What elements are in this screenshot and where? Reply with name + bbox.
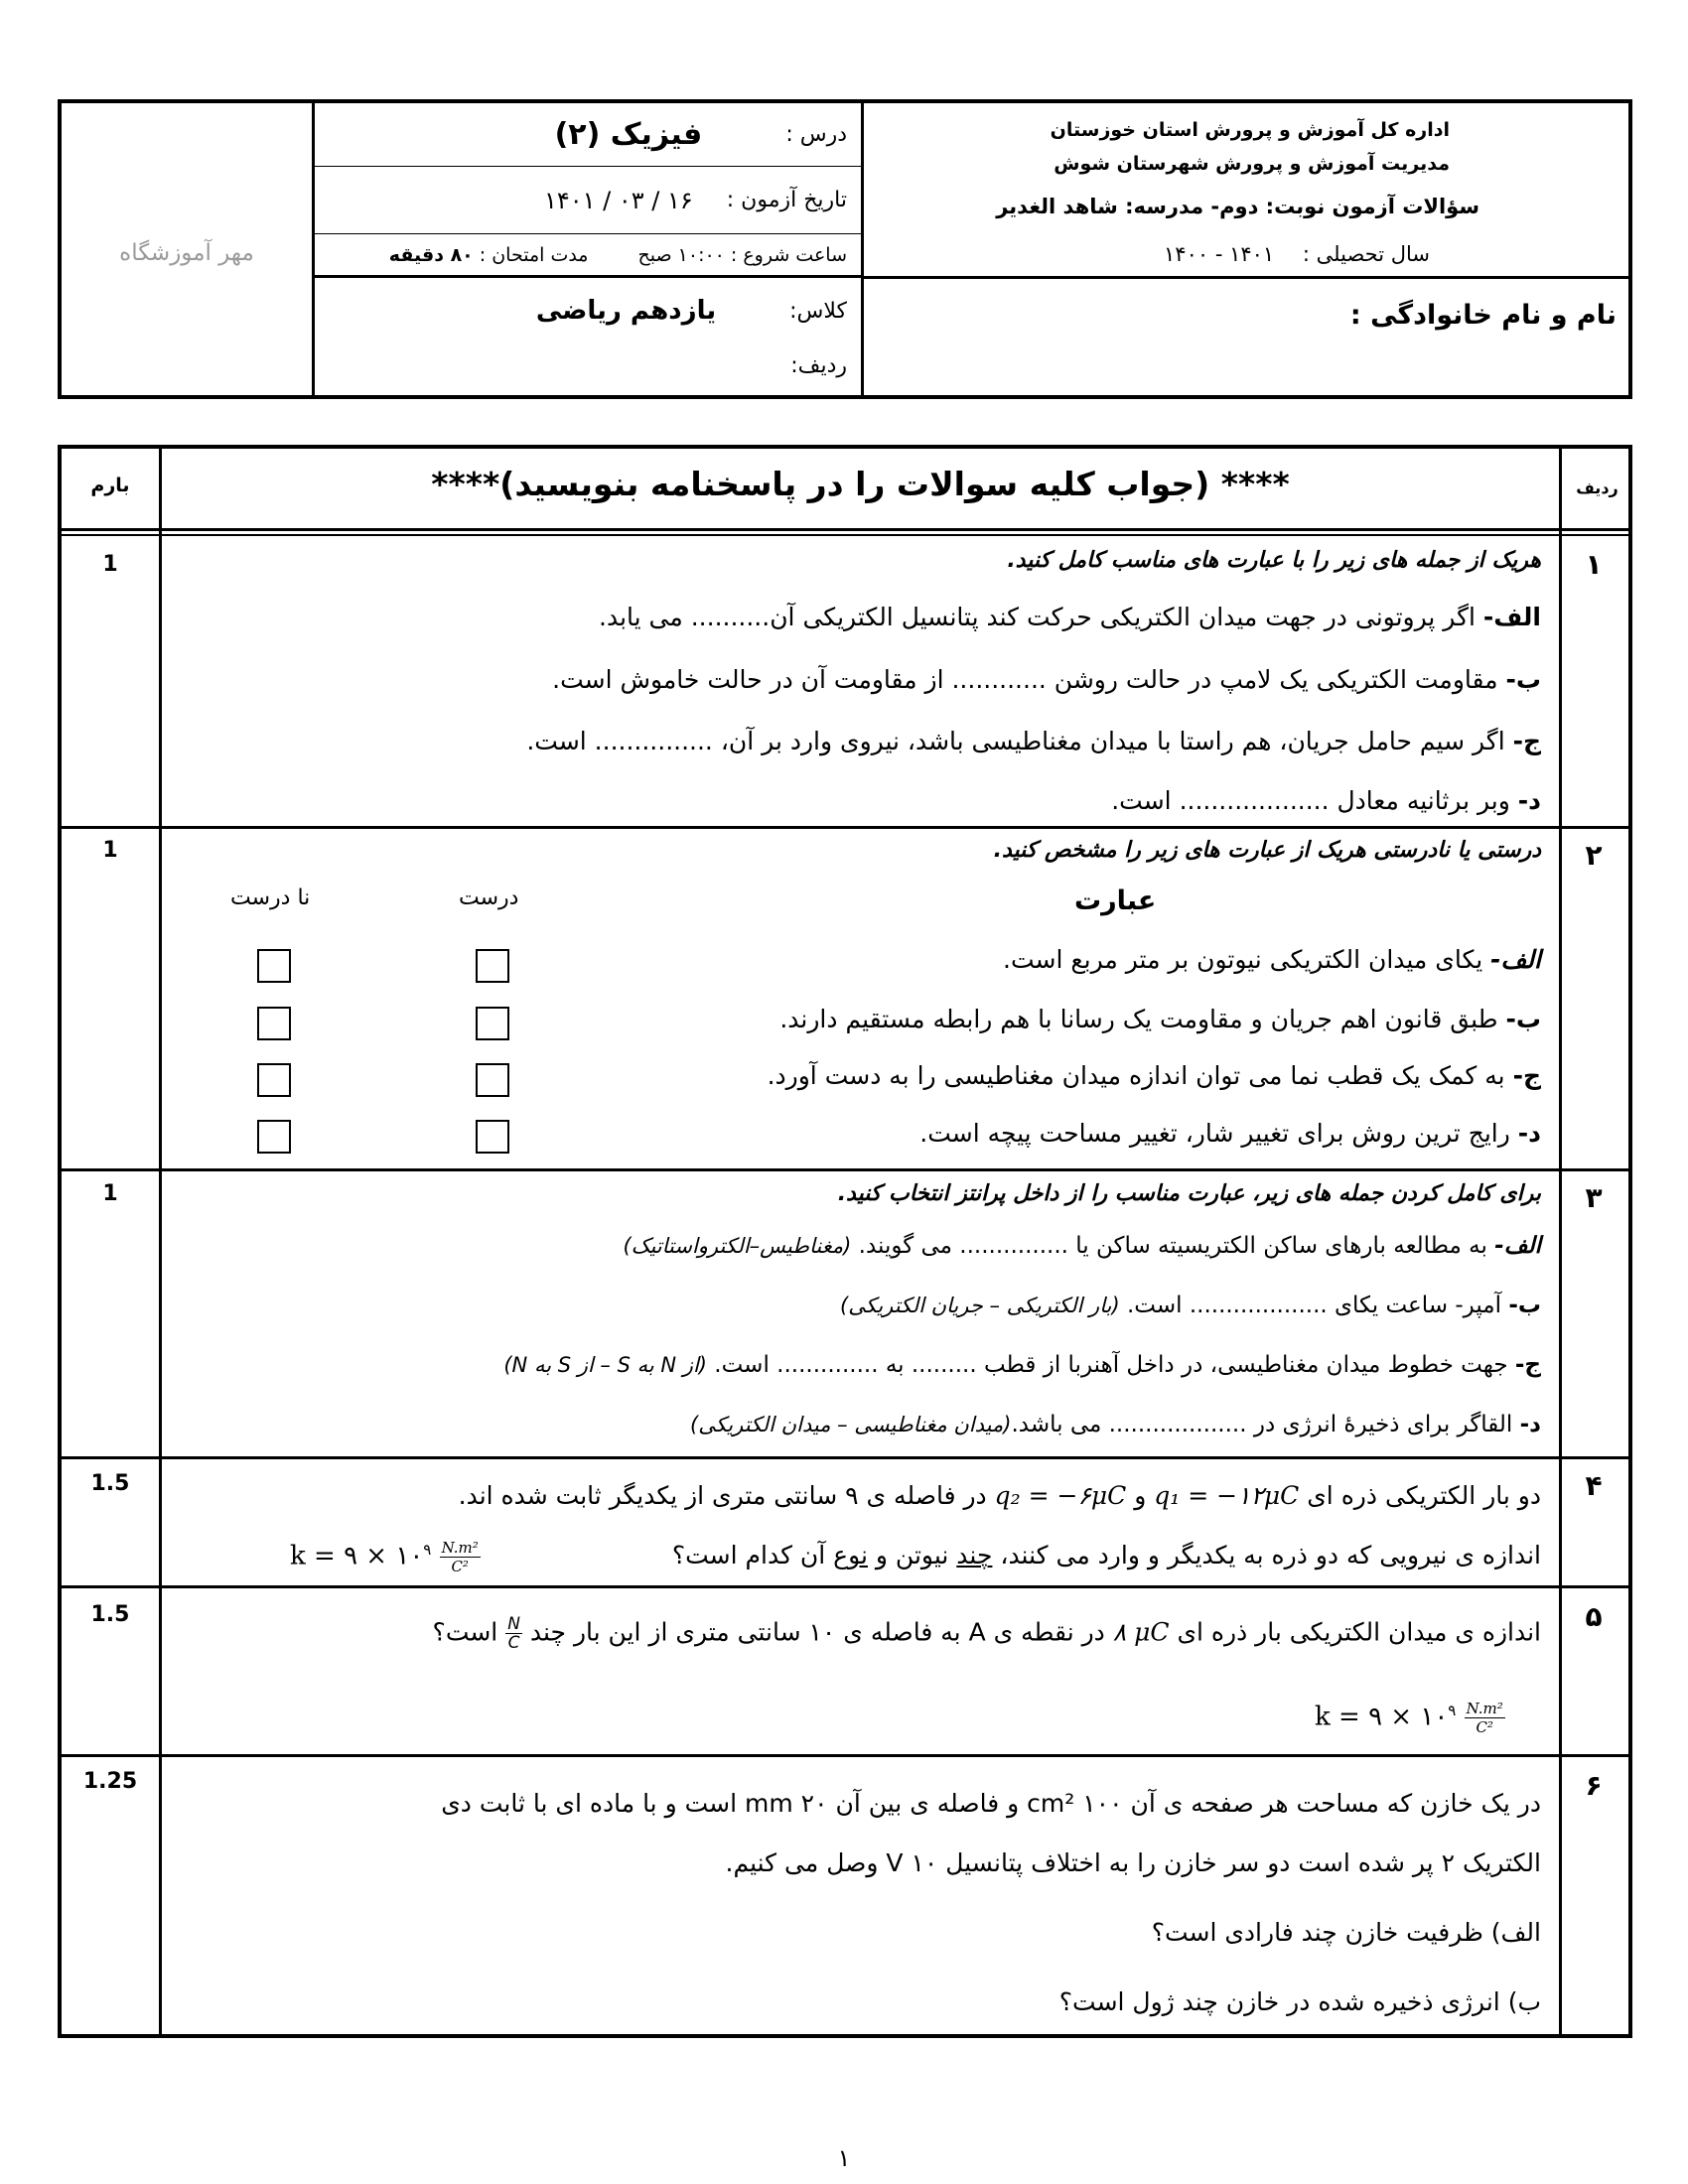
exam-header	[58, 99, 1632, 399]
false-checkbox-b[interactable]	[257, 1007, 291, 1040]
academic-year-value: ۱۴۰۱ - ۱۴۰۰	[1164, 242, 1275, 266]
question-6-part-a: الف) ظرفیت خازن چند فارادی است؟	[1151, 1918, 1541, 1947]
table-title: **** (جواب کلیه سوالات را در پاسخنامه بنویسید)****	[431, 465, 1290, 503]
seat-row	[315, 338, 861, 393]
school-info-column	[864, 103, 1628, 395]
school-stamp-label: مهر آموزشگاه	[119, 240, 254, 266]
header-divider	[62, 528, 1628, 531]
question-6-number: ۶	[1585, 1769, 1603, 1802]
question-3-item-b: ب- آمپر- ساعت یکای ................... است. (بار الکتریکی – جریان الکتریکی)	[840, 1293, 1541, 1318]
question-4-line-1: دو بار الکتریکی ذره ای q₁ = −۱۲μC و q₂ = −۶μC در فاصله ی ۹ سانتی متری از یکدیگر ثابت شده اند.	[458, 1481, 1541, 1510]
start-time-label: ساعت شروع :	[730, 243, 847, 266]
question-2-item-a: الف- یکای میدان الکتریکی نیوتون بر متر مربع است.	[1003, 945, 1541, 974]
question-1-item-b: ب- مقاومت الکتریکی یک لامپ در حالت روشن ............ از مقاومت آن در حالت خاموش است.	[552, 665, 1541, 694]
question-2-divider	[62, 1168, 1628, 1171]
charge-q2: q₂ = −۶μC	[994, 1481, 1127, 1510]
question-5-divider	[62, 1754, 1628, 1757]
question-5-line-1: اندازه ی میدان الکتریکی بار ذره ای ۸ μC در نقطه ی A به فاصله ی ۱۰ سانتی متری از این بار چند $\frac{N}{C}$ است؟	[432, 1614, 1541, 1653]
page-number: ۱	[837, 2144, 851, 2172]
question-2-item-d: د- رایج ترین روش برای تغییر شار، تغییر مساحت پیچه است.	[919, 1119, 1541, 1148]
question-2-instruction: درستی یا نادرستی هریک از عبارت های زیر را مشخص کنید.	[993, 838, 1541, 863]
true-checkbox-b[interactable]	[476, 1007, 509, 1040]
question-6-part-b: ب) انرژی ذخیره شده در خازن چند ژول است؟	[1058, 1987, 1541, 2016]
question-6-line-2: الکتریک ۲ پر شده است دو سر خازن را به اختلاف پتانسیل ۱۰ V وصل می کنیم.	[725, 1848, 1541, 1877]
question-1-number: ۱	[1585, 548, 1603, 581]
false-checkbox-a[interactable]	[257, 949, 291, 983]
score-column-line	[159, 449, 162, 2034]
question-4-divider	[62, 1585, 1628, 1588]
seat-label: ردیف:	[790, 352, 847, 378]
question-5-score: 1.5	[90, 1602, 130, 1627]
course-value: فیزیک (۲)	[554, 117, 703, 152]
course-label: درس :	[785, 122, 847, 147]
academic-year	[1164, 242, 1430, 266]
date-row	[315, 167, 861, 234]
charge-q1: q₁ = −۱۲μC	[1154, 1481, 1300, 1510]
org-line-2: مدیریت آموزش و پرورش شهرستان شوش	[1054, 153, 1450, 175]
time-row	[315, 234, 861, 278]
true-checkbox-a[interactable]	[476, 949, 509, 983]
question-5-number: ۵	[1585, 1600, 1603, 1633]
exam-date-value: ۱۶ / ۰۳ / ۱۴۰۱	[543, 186, 693, 214]
duration-label: مدت امتحان :	[479, 243, 589, 266]
true-checkbox-d[interactable]	[476, 1120, 509, 1154]
start-time-value: ۱۰:۰۰ صبح	[637, 243, 725, 266]
score-column-header: بارم	[90, 475, 130, 496]
course-row	[315, 103, 861, 167]
question-2-score: 1	[102, 838, 118, 863]
question-3-item-a: الف- به مطالعه بارهای ساکن الکتریسیته ساکن یا ............... می گویند. (مغناطیس–الکترواستاتیک)	[623, 1233, 1541, 1259]
field-unit: $\frac{N}{C}$	[507, 1614, 520, 1653]
question-4-line-2: اندازه ی نیرویی که دو ذره به یکدیگر و وارد می کنند، چند نیوتن و نوع آن کدام است؟	[671, 1541, 1541, 1570]
question-2-item-c: ج- به کمک یک قطب نما می توان اندازه میدان مغناطیسی را به دست آورد.	[767, 1061, 1541, 1090]
question-6-score: 1.25	[82, 1769, 138, 1794]
question-3-item-d: د- القاگر برای ذخیرهٔ انرژی در ................... می باشد.(میدان مغناطیسی – میدان الکتریکی)	[690, 1412, 1541, 1437]
true-column-header: درست	[459, 886, 519, 910]
question-1-divider	[62, 826, 1628, 829]
org-line-3: سؤالات آزمون نوبت: دوم- مدرسه: شاهد الغدیر	[996, 195, 1479, 218]
false-checkbox-c[interactable]	[257, 1063, 291, 1097]
question-1-item-d: د- وبر برثانیه معادل ................... است.	[1111, 786, 1541, 815]
student-name-label: نام و نام خانوادگی :	[1349, 300, 1617, 331]
question-1-instruction: هریک از جمله های زیر را با عبارت های مناسب کامل کنید.	[1007, 548, 1541, 573]
false-column-header: نا درست	[230, 886, 311, 910]
question-2-item-b: ب- طبق قانون اهم جریان و مقاومت یک رسانا با هم رابطه مستقیم دارند.	[779, 1005, 1541, 1033]
question-4-score: 1.5	[90, 1471, 130, 1496]
class-row	[315, 278, 861, 343]
question-5-coulomb-constant: k = ۹ × $۱۰^۹$ $\frac{\text{N.m²}}{\text{C²}}$	[1315, 1700, 1503, 1736]
duration-value: ۸۰ دقیقه	[388, 243, 474, 266]
question-1-item-a: الف- اگر پروتونی در جهت میدان الکتریکی حرکت کند پتانسیل الکتریکی آن.......... می یابد.	[599, 603, 1541, 631]
org-line-1: اداره کل آموزش و پرورش استان خوزستان	[1050, 119, 1450, 141]
question-1-item-c: ج- اگر سیم حامل جریان، هم راستا با میدان مغناطیسی باشد، نیروی وارد بر آن، ............... است.	[526, 727, 1541, 755]
question-3-item-c: ج- جهت خطوط میدان مغناطیسی، در داخل آهنربا از قطب ......... به .............. است. (از N به S – از S به N)	[503, 1352, 1541, 1378]
academic-year-label: سال تحصیلی :	[1302, 242, 1430, 266]
header-divider-double	[62, 534, 1628, 536]
row-column-header: ردیف	[1576, 478, 1618, 497]
question-1-score: 1	[102, 552, 118, 577]
question-4-coulomb-constant: k = ۹ × $۱۰^۹$ $\frac{\text{N.m²}}{\text{C²}}$	[290, 1539, 479, 1575]
class-label: کلاس:	[789, 298, 847, 324]
school-stamp-area	[62, 103, 315, 395]
charge-value: ۸ μC	[1112, 1617, 1170, 1647]
false-checkbox-d[interactable]	[257, 1120, 291, 1154]
exam-info-column	[315, 103, 864, 395]
questions-table	[58, 445, 1632, 2038]
phrase-column-header: عبارت	[1074, 886, 1157, 916]
question-3-divider	[62, 1456, 1628, 1459]
question-3-score: 1	[102, 1181, 118, 1206]
question-4-number: ۴	[1585, 1469, 1603, 1502]
class-value: یازدهم ریاضی	[535, 296, 717, 326]
question-3-instruction: برای کامل کردن جمله های زیر، عبارت مناسب را از داخل پرانتز انتخاب کنید.	[837, 1181, 1541, 1206]
name-divider	[864, 276, 1628, 279]
question-3-number: ۳	[1585, 1181, 1603, 1214]
exam-date-label: تاریخ آزمون :	[726, 188, 847, 212]
question-2-number: ۲	[1585, 839, 1603, 872]
true-checkbox-c[interactable]	[476, 1063, 509, 1097]
question-6-line-1: در یک خازن که مساحت هر صفحه ی آن ۱۰۰ cm² و فاصله ی بین آن ۲۰ mm است و با ماده ای با ثابت دی	[441, 1789, 1541, 1818]
